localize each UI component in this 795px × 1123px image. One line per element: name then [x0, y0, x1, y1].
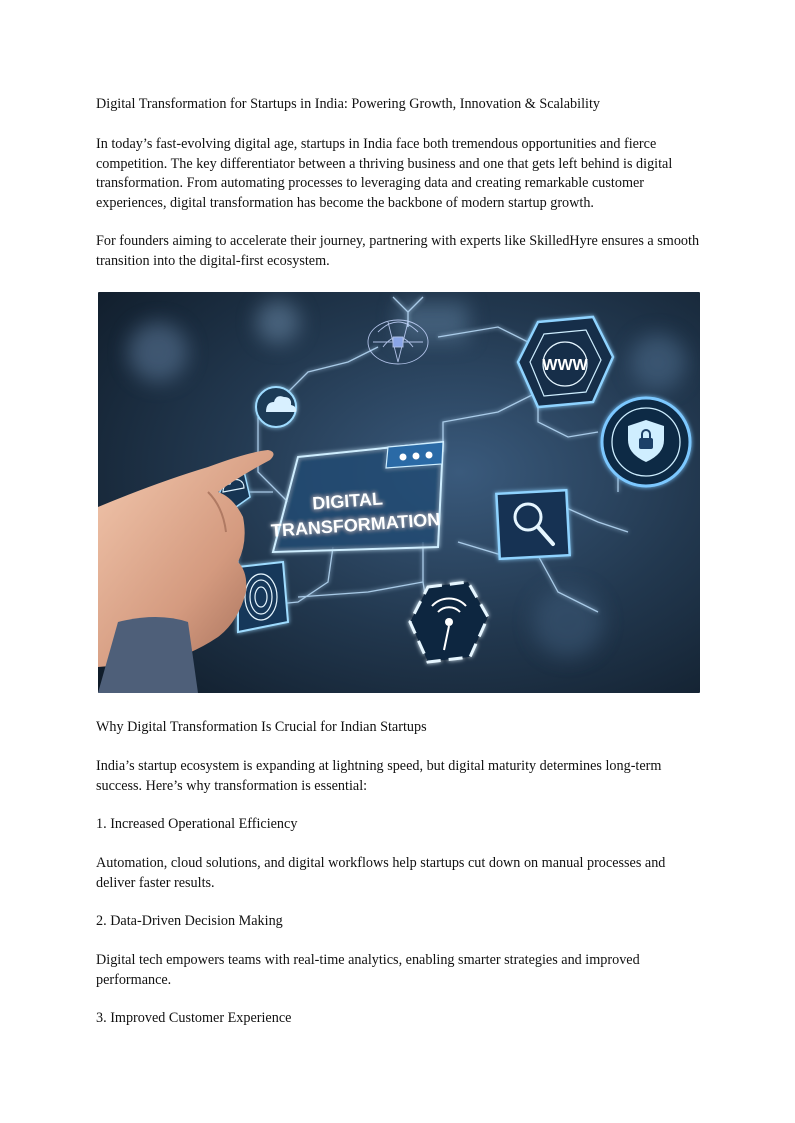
point-2-body: Digital tech empowers teams with real-time analytics, enabling smarter strategies and improved performance.	[96, 952, 640, 988]
document-title: Digital Transformation for Startups in India: Powering Growth, Innovation & Scalability	[96, 96, 600, 112]
panel-label-line-2: TRANSFORMATION	[270, 509, 441, 541]
magnifier-icon	[496, 490, 569, 559]
point-2-heading: 2. Data-Driven Decision Making	[96, 913, 283, 929]
globe-label: WWW	[542, 357, 588, 374]
hero-image	[98, 292, 700, 693]
intro-paragraph-2: For founders aiming to accelerate their journey, partnering with experts like SkilledHyre ensures a smooth transition into the digital-first ecosystem.	[96, 233, 700, 269]
point-3-heading: 3. Improved Customer Experience	[96, 1010, 292, 1026]
section-intro: India’s startup ecosystem is expanding at lightning speed, but digital maturity determines long-term success. Here’s why transformation is essential:	[96, 758, 662, 794]
shield-lock-icon	[602, 398, 690, 486]
point-1-body: Automation, cloud solutions, and digital workflows help startups cut down on manual processes and deliver faster results.	[96, 855, 666, 891]
point-1-heading: 1. Increased Operational Efficiency	[96, 816, 298, 832]
cloud-lock-icon	[256, 387, 296, 427]
section-heading: Why Digital Transformation Is Crucial for Indian Startups	[96, 719, 427, 735]
fingerprint-icon	[238, 562, 288, 632]
panel-label-line-1: DIGITAL	[311, 488, 384, 514]
intro-paragraph-1: In today’s fast-evolving digital age, startups in India face both tremendous opportunities and fierce competition. The key differentiator between a thriving business and one that gets left behind is digital transformation. From automating processes to leveraging data and creating remarkable customer experiences, digital transformation has become the backbone of modern startup growth.	[96, 136, 673, 211]
